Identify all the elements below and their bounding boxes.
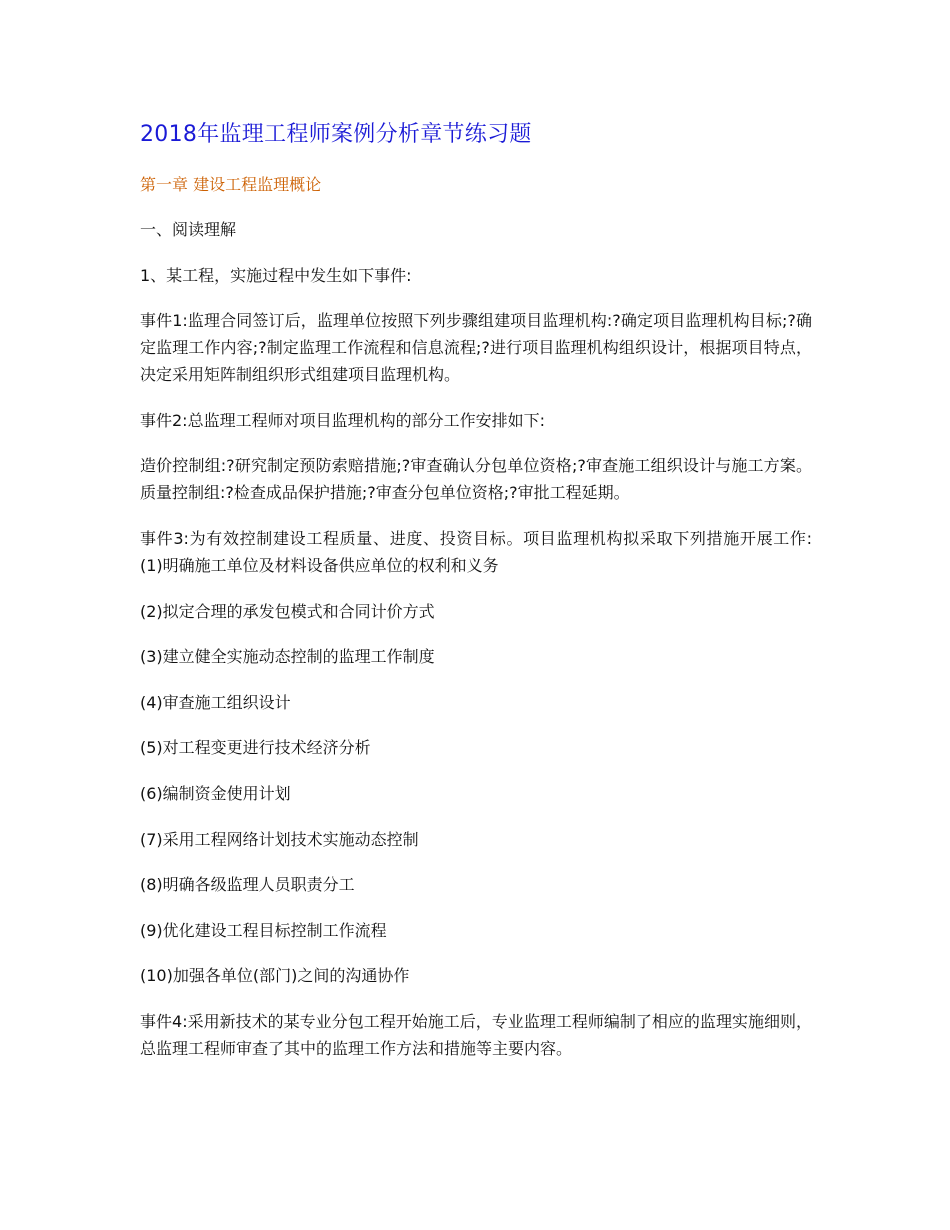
- measure-item: (6)编制资金使用计划: [140, 783, 291, 803]
- measure-item: (5)对工程变更进行技术经济分析: [140, 738, 371, 758]
- measure-item: (10)加强各单位(部门)之间的沟通协作: [140, 966, 410, 986]
- measure-item: (8)明确各级监理人员职责分工: [140, 875, 355, 895]
- event-2-paragraph: 事件2:总监理工程师对项目监理机构的部分工作安排如下:: [140, 410, 545, 430]
- event-2-detail-paragraph: 造价控制组:?研究制定预防索赔措施;?审查确认分包单位资格;?审查施工组织设计与施工方案。 质量控制组:?检查成品保护措施;?审查分包单位资格;?审批工程延期。: [140, 456, 812, 503]
- document-title: 2018年监理工程师案例分析章节练习题: [140, 122, 532, 147]
- document-body: [140, 216, 812, 1081]
- measure-item: (3)建立健全实施动态控制的监理工作制度: [140, 647, 435, 667]
- measure-item: (7)采用工程网络计划技术实施动态控制: [140, 829, 419, 849]
- chapter-heading: 第一章 建设工程监理概论: [140, 175, 322, 194]
- measure-item: (4)审查施工组织设计: [140, 692, 291, 712]
- event-1-paragraph: 事件1:监理合同签订后，监理单位按照下列步骤组建项目监理机构:?确定项目监理机构目标;?确定监理工作内容;?制定监理工作流程和信息流程;?进行项目监理机构组织设计，根据项目特点，决定采用矩阵制组织形式组建项目监理机构。: [140, 311, 812, 385]
- event-4-paragraph: 事件4:采用新技术的某专业分包工程开始施工后，专业监理工程师编制了相应的监理实施细则，总监理工程师审查了其中的监理工作方法和措施等主要内容。: [140, 1011, 812, 1058]
- section-heading: 一、阅读理解: [140, 220, 237, 239]
- measure-item: (9)优化建设工程目标控制工作流程: [140, 920, 387, 940]
- event-3-paragraph: 事件3:为有效控制建设工程质量、进度、投资目标。项目监理机构拟采取下列措施开展工作: (1)明确施工单位及材料设备供应单位的权利和义务: [140, 528, 812, 575]
- question-stem: 1、某工程，实施过程中发生如下事件:: [140, 265, 412, 285]
- measure-item: (2)拟定合理的承发包模式和合同计价方式: [140, 601, 435, 621]
